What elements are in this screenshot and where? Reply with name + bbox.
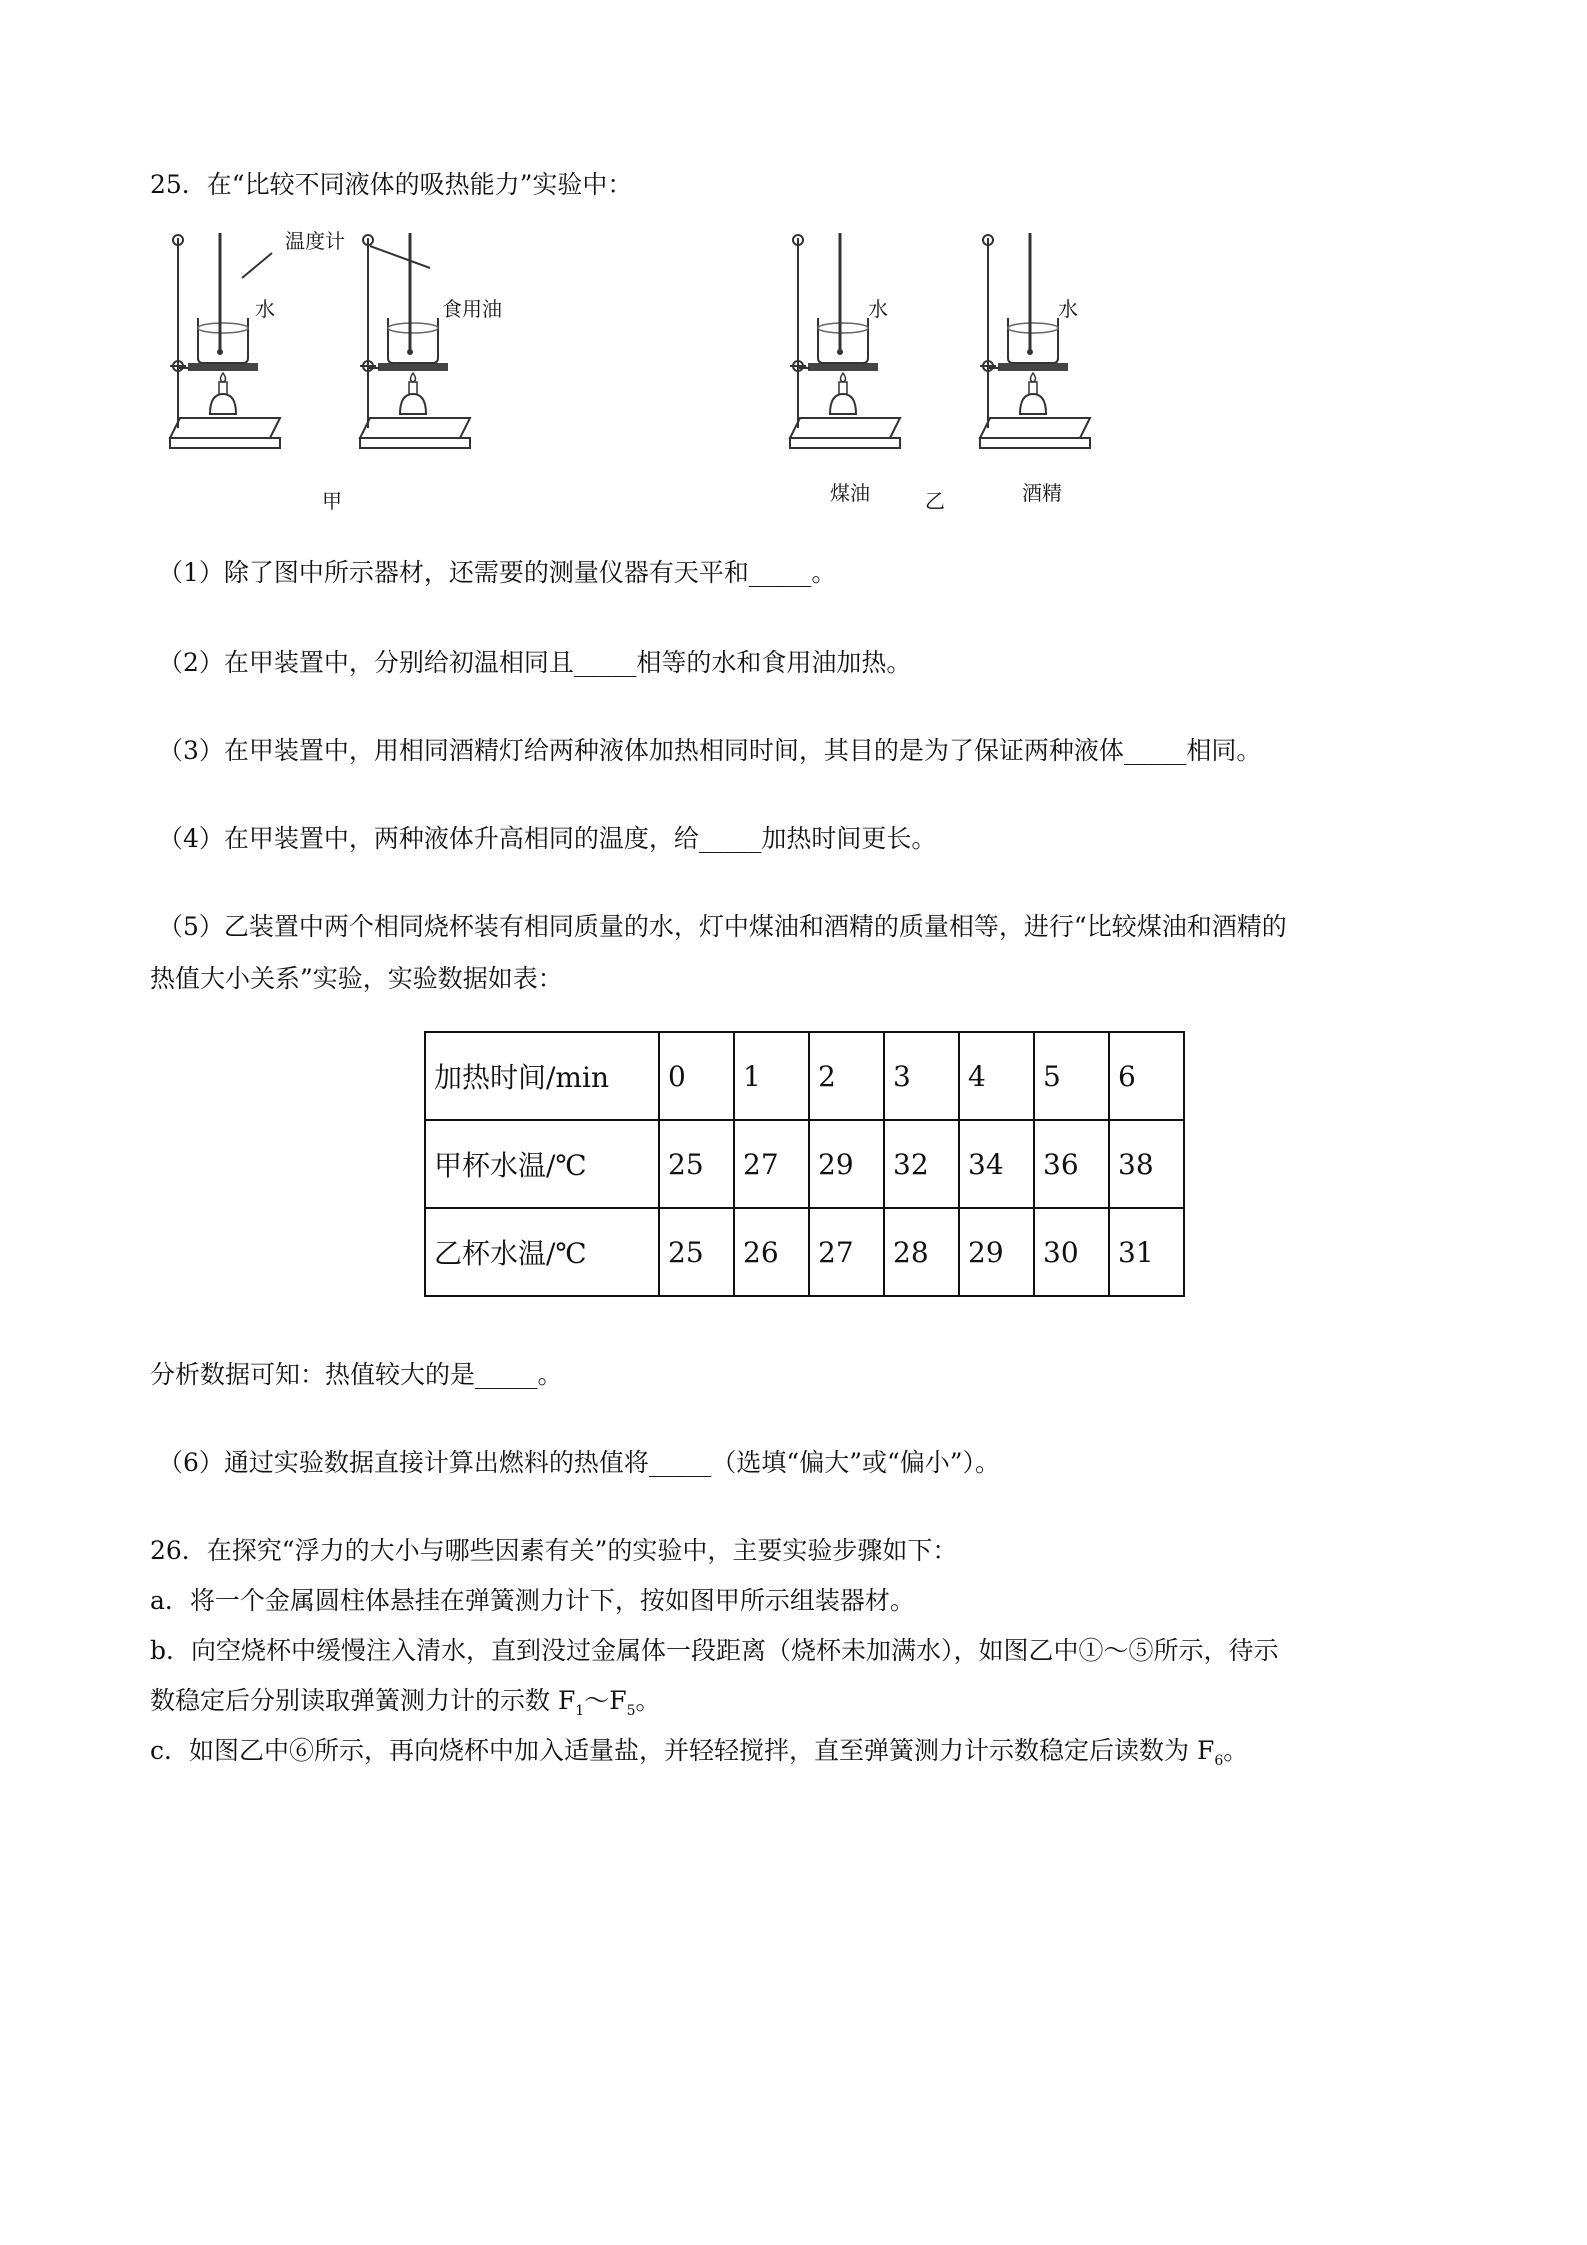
table-cell: 36 [1034, 1120, 1109, 1208]
q25-sub2: （2）在甲装置中，分别给初温相同且_____相等的水和食用油加热。 [158, 648, 912, 677]
table-cell: 28 [884, 1208, 959, 1296]
row-label-b: 乙杯水温/℃ [425, 1208, 659, 1296]
table-cell: 27 [809, 1208, 884, 1296]
water-label-2: 水 [868, 297, 888, 321]
q26-step-b-line2: 数稳定后分别读取弹簧测力计的示数 $F_1\sim F_5$。 [150, 1686, 661, 1719]
table-cell: 38 [1109, 1120, 1184, 1208]
q26-stem: 26．在探究“浮力的大小与哪些因素有关”的实验中，主要实验步骤如下： [150, 1536, 958, 1565]
alcohol-label: 酒精 [1022, 481, 1062, 505]
data-table [424, 1031, 1185, 1297]
q25-sub3: （3）在甲装置中，用相同酒精灯给两种液体加热相同时间，其目的是为了保证两种液体_____相同。 [158, 736, 1262, 765]
apparatus-diagram [150, 208, 1150, 528]
table-cell: 6 [1109, 1032, 1184, 1120]
table-cell: 3 [884, 1032, 959, 1120]
q26-step-b-line1: b．向空烧杯中缓慢注入清水，直到没过金属体一段距离（烧杯未加满水），如图乙中①～⑤所示，待示 [150, 1636, 1279, 1665]
table-cell: 25 [659, 1120, 734, 1208]
water-label-1: 水 [255, 297, 275, 321]
table-cell: 2 [809, 1032, 884, 1120]
table-row-time [425, 1032, 1184, 1120]
q25-sub5-line1: （5）乙装置中两个相同烧杯装有相同质量的水，灯中煤油和酒精的质量相等，进行“比较煤油和酒精的 [158, 912, 1287, 941]
experiment-figure [150, 208, 1150, 528]
q25-sub4: （4）在甲装置中，两种液体升高相同的温度，给_____加热时间更长。 [158, 824, 937, 853]
table-cell: 5 [1034, 1032, 1109, 1120]
table-cell: 30 [1034, 1208, 1109, 1296]
figure-jia-label: 甲 [322, 489, 342, 513]
q25-sub5-line2: 热值大小关系”实验，实验数据如表： [150, 964, 563, 993]
table-cell: 4 [959, 1032, 1034, 1120]
table-cell: 29 [809, 1120, 884, 1208]
q25-sub1: （1）除了图中所示器材，还需要的测量仪器有天平和_____。 [158, 558, 837, 587]
table-cell: 32 [884, 1120, 959, 1208]
table-row-b [425, 1208, 1184, 1296]
table-cell: 26 [734, 1208, 809, 1296]
q25-stem: 25．在“比较不同液体的吸热能力”实验中： [150, 170, 633, 199]
table-cell: 29 [959, 1208, 1034, 1296]
thermometer-label: 温度计 [285, 229, 345, 253]
table-cell: 25 [659, 1208, 734, 1296]
q26-step-c: c．如图乙中⑥所示，再向烧杯中加入适量盐，并轻轻搅拌，直至弹簧测力计示数稳定后读数为 $F_6$。 [150, 1736, 1249, 1769]
q26-step-a: a．将一个金属圆柱体悬挂在弹簧测力计下，按如图甲所示组装器材。 [150, 1586, 915, 1615]
figure-yi-label: 乙 [925, 489, 945, 513]
kerosene-label: 煤油 [830, 481, 870, 505]
oil-label: 食用油 [442, 297, 502, 321]
table-cell: 27 [734, 1120, 809, 1208]
table-row-a [425, 1120, 1184, 1208]
q25-sub6: （6）通过实验数据直接计算出燃料的热值将_____（选填“偏大”或“偏小”）。 [158, 1448, 1001, 1477]
table-cell: 31 [1109, 1208, 1184, 1296]
table-cell: 34 [959, 1120, 1034, 1208]
q25-analysis: 分析数据可知：热值较大的是_____。 [150, 1360, 563, 1389]
row-label-a: 甲杯水温/℃ [425, 1120, 659, 1208]
table-cell: 1 [734, 1032, 809, 1120]
water-label-3: 水 [1058, 297, 1078, 321]
row-label-time: 加热时间/min [425, 1032, 659, 1120]
table-cell: 0 [659, 1032, 734, 1120]
